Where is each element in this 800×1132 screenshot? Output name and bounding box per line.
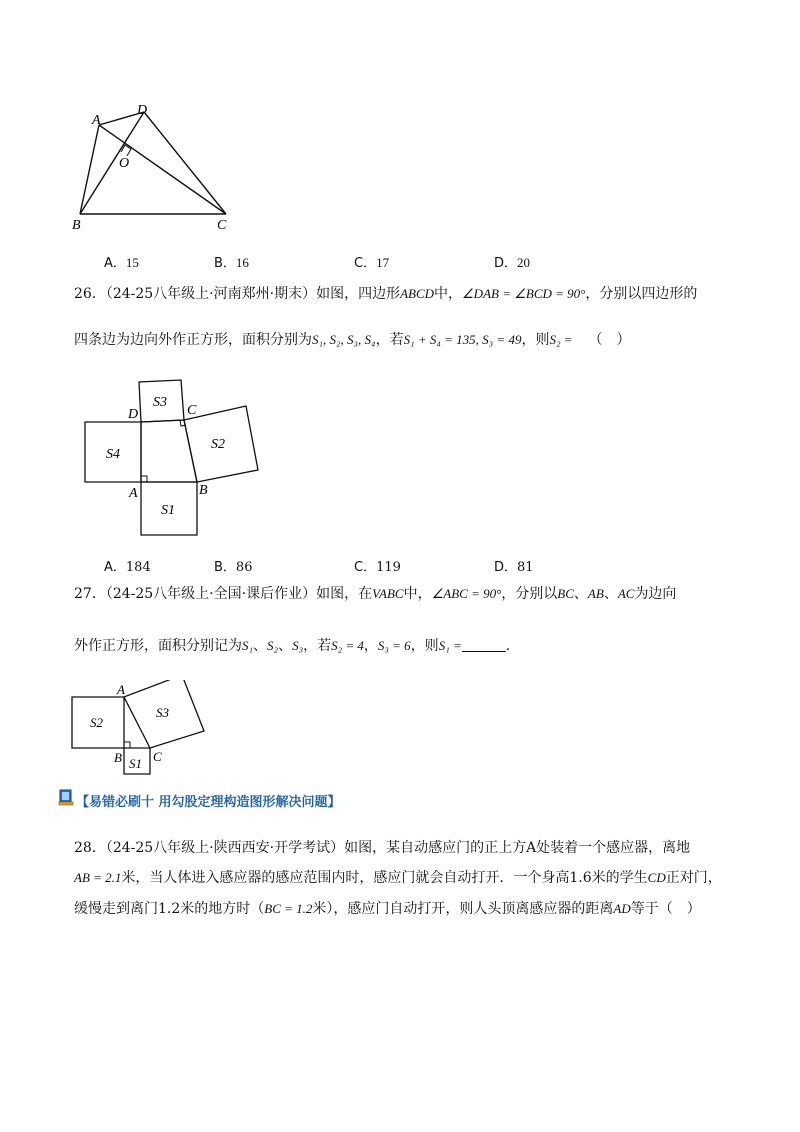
fig25-label-b: B <box>72 218 81 233</box>
q26-line-1: 26．（24-25八年级上·河南郑州·期末）如图，四边形ABCD中，∠DAB = ∠BCD = 90°，分别以四边形的 <box>74 286 698 302</box>
q28-line-2: AB = 2.1米，当人体进入感应器的感应范围内时，感应门就会自动打开．一个身高1.6米的学生CD正对门， <box>74 870 722 886</box>
edge-ab <box>80 125 99 214</box>
fig27-label-b: B <box>114 750 122 765</box>
right-angle-mark-a <box>141 476 147 482</box>
fig25-label-d: D <box>137 103 148 118</box>
q25-option-d: D．20 <box>494 255 531 271</box>
q27-line-1: 27．（24-25八年级上·全国·课后作业）如图，在VABC中，∠ABC = 90°，分别以BC、AB、AC为边向 <box>74 586 677 602</box>
q26-option-c: C．119 <box>354 560 401 575</box>
figure-q26 <box>78 376 268 542</box>
figure-q27 <box>64 680 214 780</box>
fig26-label-s4: S4 <box>106 447 120 462</box>
fig26-label-s2: S2 <box>211 437 225 452</box>
q26-option-d: D．81 <box>494 560 534 575</box>
figure-q25 <box>60 96 250 238</box>
fig25-label-o: O <box>119 156 130 171</box>
q26-line-2: 四条边为边向外作正方形，面积分别为S₁, S₂, S₃, S₄，若S₁ + S₄ = 135, S₃ = 49，则S₂ = （ ） <box>74 332 631 348</box>
answer-blank[interactable] <box>462 637 506 652</box>
q26-option-a: A．184 <box>104 560 151 575</box>
fig25-label-a: A <box>92 113 101 128</box>
quadrilateral-abcd <box>141 420 197 482</box>
q25-option-a: A．15 <box>104 255 139 271</box>
book-icon <box>58 788 74 806</box>
q26-option-b: B．86 <box>214 560 253 575</box>
fig26-label-s1: S1 <box>161 503 175 518</box>
fig27-label-s2: S2 <box>90 715 103 730</box>
edge-dc <box>144 112 226 214</box>
q27-line-2: 外作正方形，面积分别记为S₁、S₂、S₃，若S₂ = 4，S₃ = 6，则S₁ = . <box>74 638 511 654</box>
fig26-label-c: C <box>187 403 197 418</box>
fig26-label-a: A <box>129 486 138 501</box>
fig27-label-a: A <box>117 682 125 697</box>
fig26-label-s3: S3 <box>153 395 167 410</box>
right-angle-mark-b <box>124 742 130 748</box>
fig27-label-s3: S3 <box>156 705 169 720</box>
diagonal-bd <box>80 112 144 214</box>
q25-option-b: B．16 <box>214 255 249 271</box>
q28-line-1: 28．（24-25八年级上·陕西西安·开学考试）如图，某自动感应门的正上方A处装着一个感应器，离地 <box>74 840 691 856</box>
fig26-label-d: D <box>128 407 139 422</box>
fig27-label-s1: S1 <box>129 756 142 771</box>
fig25-label-c: C <box>217 218 227 233</box>
q25-option-c: C．17 <box>354 255 390 271</box>
fig26-label-b: B <box>199 483 208 498</box>
section-heading: 【易错必刷十 用勾股定理构造图形解决问题】 <box>76 795 341 810</box>
q28-line-3: 缓慢走到离门1.2米的地方时（BC = 1.2米），感应门自动打开，则人头顶离感应器的距离AD等于（ ） <box>74 901 701 917</box>
fig27-label-c: C <box>153 749 162 764</box>
